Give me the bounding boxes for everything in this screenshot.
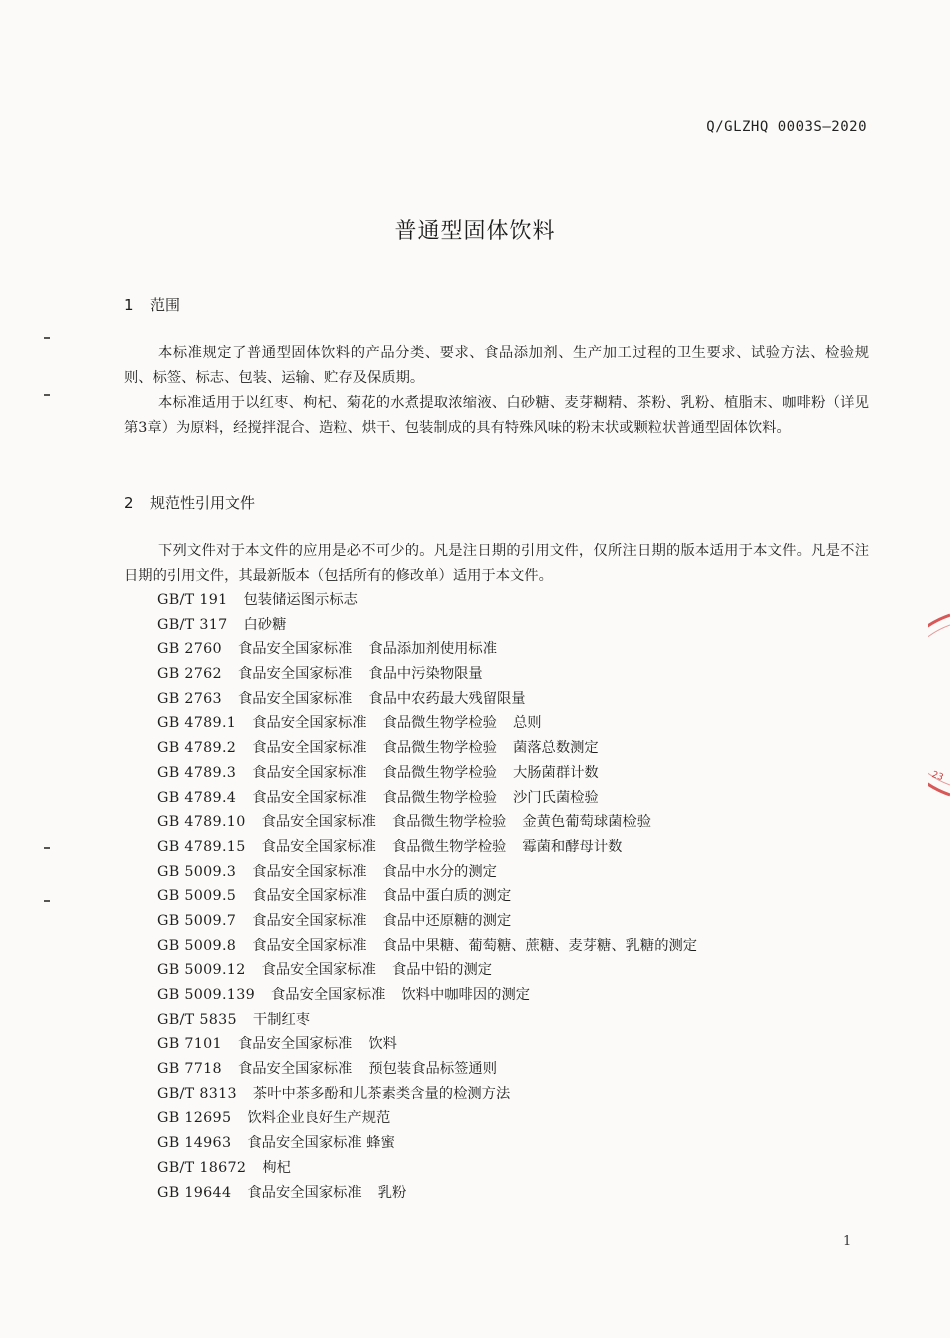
reference-title-part: 食品安全国家标准 bbox=[237, 666, 353, 683]
reference-item bbox=[157, 1156, 697, 1181]
reference-title-part: 食品微生物学检验 bbox=[382, 764, 497, 781]
reference-title-part: 食品安全国家标准 bbox=[237, 1036, 353, 1053]
section-2-heading bbox=[124, 492, 255, 513]
reference-title-part: 霉菌和酵母计数 bbox=[522, 838, 623, 855]
reference-code: GB 5009.3 bbox=[157, 863, 237, 880]
reference-item bbox=[157, 1106, 697, 1131]
reference-title-part: 总则 bbox=[512, 715, 542, 732]
reference-title-part: 食品中蛋白质的测定 bbox=[382, 888, 512, 905]
reference-title-part: 食品安全国家标准 bbox=[252, 764, 367, 781]
section-title: 规范性引用文件 bbox=[150, 494, 256, 512]
reference-title-part: 食品中污染物限量 bbox=[368, 666, 483, 683]
reference-title-part: 食品微生物学检验 bbox=[391, 838, 507, 855]
reference-code: GB 4789.1 bbox=[157, 715, 237, 732]
section-title: 范围 bbox=[150, 296, 181, 314]
reference-code: GB/T 18672 bbox=[157, 1159, 247, 1176]
reference-code: GB 12695 bbox=[157, 1110, 232, 1127]
reference-item bbox=[157, 1131, 697, 1156]
reference-title-part: 食品安全国家标准 bbox=[237, 641, 353, 658]
reference-code: GB 14963 bbox=[157, 1135, 232, 1152]
reference-item bbox=[157, 637, 697, 662]
scan-artifact bbox=[44, 337, 50, 339]
page-number: 1 bbox=[843, 1234, 852, 1249]
reference-code: GB 5009.7 bbox=[157, 912, 237, 929]
reference-item bbox=[157, 958, 697, 983]
section-1-heading bbox=[124, 294, 180, 315]
reference-code: GB 2760 bbox=[157, 641, 222, 658]
reference-title-part: 食品安全国家标准 bbox=[252, 912, 367, 929]
reference-item bbox=[157, 687, 697, 712]
normative-references-list bbox=[157, 588, 697, 1205]
reference-item bbox=[157, 884, 697, 909]
reference-title-part: 食品微生物学检验 bbox=[382, 715, 497, 732]
reference-item bbox=[157, 1032, 697, 1057]
reference-item bbox=[157, 860, 697, 885]
reference-title-part: 食品安全国家标准 bbox=[252, 789, 367, 806]
reference-title-part: 食品微生物学检验 bbox=[382, 789, 497, 806]
scan-artifact bbox=[44, 394, 50, 396]
reference-title-part: 食品添加剂使用标准 bbox=[368, 641, 498, 658]
reference-item bbox=[157, 1057, 697, 1082]
reference-title-part: 食品安全国家标准 bbox=[247, 1184, 362, 1201]
seal-text-fragment: 23 bbox=[930, 769, 945, 784]
standard-code: Q/GLZHQ 0003S—2020 bbox=[706, 119, 867, 135]
reference-item bbox=[157, 934, 697, 959]
reference-item bbox=[157, 1008, 697, 1033]
section-2-paragraph-1: 下列文件对于本文件的应用是必不可少的。凡是注日期的引用文件，仅所注日期的版本适用于本文件。凡是不注日期的引用文件，其最新版本（包括所有的修改单）适用于本文件。 bbox=[124, 543, 869, 584]
reference-title-part: 饮料中咖啡因的测定 bbox=[401, 987, 531, 1003]
reference-title-part: 食品微生物学检验 bbox=[391, 814, 507, 831]
reference-item bbox=[157, 736, 697, 761]
reference-title-part: 饮料企业良好生产规范 bbox=[247, 1110, 391, 1127]
reference-item bbox=[157, 761, 697, 786]
reference-item bbox=[157, 909, 697, 934]
reference-code: GB 4789.15 bbox=[157, 838, 246, 855]
reference-title-part: 食品安全国家标准 bbox=[252, 863, 367, 880]
reference-item bbox=[157, 1181, 697, 1206]
reference-item bbox=[157, 810, 697, 835]
reference-code: GB/T 5835 bbox=[157, 1011, 237, 1028]
reference-title-part: 食品微生物学检验 bbox=[382, 740, 497, 757]
reference-code: GB 7101 bbox=[157, 1036, 222, 1053]
section-number: 2 bbox=[124, 494, 134, 512]
reference-item bbox=[157, 1082, 697, 1107]
reference-code: GB 5009.5 bbox=[157, 888, 237, 905]
reference-title-part: 白砂糖 bbox=[243, 616, 287, 633]
scan-artifact bbox=[44, 900, 50, 902]
reference-title-part: 食品安全国家标准 bbox=[252, 888, 367, 905]
scan-artifact bbox=[44, 847, 50, 849]
reference-title-part: 食品安全国家标准 bbox=[252, 740, 367, 757]
reference-title-part: 食品中农药最大残留限量 bbox=[368, 690, 526, 707]
section-1-paragraph-2: 本标准适用于以红枣、枸杞、菊花的水煮提取浓缩液、白砂糖、麦芽糊精、茶粉、乳粉、植脂末、咖啡粉（详见第3章）为原料，经搅拌混合、造粒、烘干、包装制成的具有特殊风味的粉末状或颗粒状普通型固体饮料。 bbox=[124, 395, 869, 436]
reference-title-part: 食品安全国家标准 bbox=[237, 690, 353, 707]
reference-title-part: 食品安全国家标准 bbox=[252, 937, 367, 954]
reference-item bbox=[157, 711, 697, 736]
reference-code: GB 2762 bbox=[157, 666, 222, 683]
reference-title-part: 沙门氏菌检验 bbox=[512, 789, 599, 806]
reference-title-part: 预包装食品标签通则 bbox=[368, 1061, 498, 1078]
reference-title-part: 食品中铅的测定 bbox=[391, 962, 493, 979]
reference-code: GB 2763 bbox=[157, 690, 222, 707]
reference-code: GB 19644 bbox=[157, 1184, 232, 1201]
reference-code: GB 4789.10 bbox=[157, 814, 246, 831]
reference-code: GB 7718 bbox=[157, 1061, 222, 1078]
red-seal-stamp-fragment bbox=[928, 610, 950, 800]
reference-title-part: 食品中还原糖的测定 bbox=[382, 912, 512, 929]
reference-item bbox=[157, 613, 697, 638]
reference-title-part: 食品中果糖、葡萄糖、蔗糖、麦芽糖、乳糖的测定 bbox=[382, 937, 698, 954]
reference-title-part: 大肠菌群计数 bbox=[512, 764, 599, 781]
reference-code: GB 5009.12 bbox=[157, 962, 246, 979]
reference-title-part: 食品安全国家标准 bbox=[261, 962, 376, 979]
reference-title-part: 乳粉 bbox=[377, 1184, 407, 1201]
reference-title-part: 茶叶中茶多酚和儿茶素类含量的检测方法 bbox=[252, 1085, 511, 1102]
reference-title-part: 菌落总数测定 bbox=[512, 740, 599, 757]
reference-item bbox=[157, 983, 697, 1008]
reference-title-part: 食品安全国家标准 bbox=[261, 838, 376, 855]
reference-title-part: 金黄色葡萄球菌检验 bbox=[522, 814, 652, 831]
reference-code: GB/T 8313 bbox=[157, 1085, 237, 1102]
reference-title-part: 包装储运图示标志 bbox=[243, 592, 358, 608]
reference-code: GB 4789.2 bbox=[157, 740, 237, 757]
section-1-paragraph-1: 本标准规定了普通型固体饮料的产品分类、要求、食品添加剂、生产加工过程的卫生要求、试验方法、检验规则、标签、标志、包装、运输、贮存及保质期。 bbox=[124, 345, 869, 386]
reference-title-part: 食品中水分的测定 bbox=[382, 863, 497, 880]
reference-title-part: 饮料 bbox=[368, 1036, 397, 1053]
reference-code: GB 4789.4 bbox=[157, 789, 237, 806]
document-title: 普通型固体饮料 bbox=[394, 219, 556, 244]
reference-code: GB/T 317 bbox=[157, 616, 228, 633]
reference-item bbox=[157, 835, 697, 860]
reference-item bbox=[157, 662, 697, 687]
reference-code: GB 5009.8 bbox=[157, 937, 237, 954]
reference-title-part: 食品安全国家标准 bbox=[252, 715, 367, 732]
section-number: 1 bbox=[124, 296, 134, 314]
reference-title-part: 枸杞 bbox=[262, 1159, 291, 1176]
reference-title-part: 食品安全国家标准 蜂蜜 bbox=[247, 1135, 395, 1152]
reference-item bbox=[157, 786, 697, 811]
reference-code: GB 4789.3 bbox=[157, 764, 237, 781]
reference-item bbox=[157, 588, 697, 613]
reference-title-part: 食品安全国家标准 bbox=[261, 814, 376, 831]
reference-title-part: 干制红枣 bbox=[252, 1011, 311, 1028]
reference-title-part: 食品安全国家标准 bbox=[271, 987, 386, 1003]
reference-code: GB 5009.139 bbox=[157, 987, 255, 1003]
reference-title-part: 食品安全国家标准 bbox=[237, 1061, 353, 1078]
reference-code: GB/T 191 bbox=[157, 592, 228, 608]
